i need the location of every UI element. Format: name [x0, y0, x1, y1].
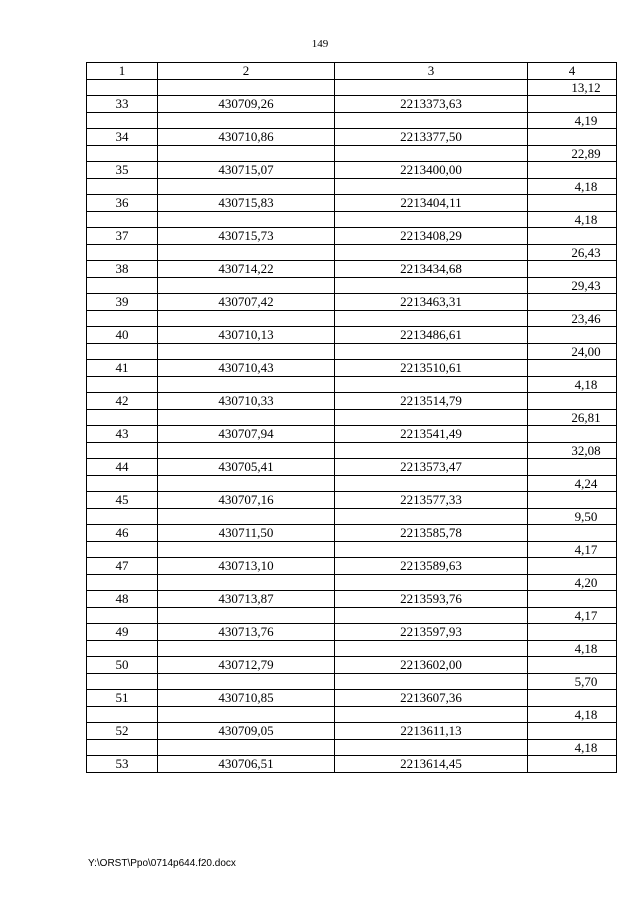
empty-cell — [158, 343, 335, 360]
x-coordinate-cell: 430710,33 — [158, 393, 335, 410]
empty-cell — [335, 79, 528, 96]
table-row — [87, 162, 617, 179]
empty-cell — [158, 277, 335, 294]
x-coordinate-cell: 430712,79 — [158, 657, 335, 674]
empty-cell — [335, 178, 528, 195]
distance-row — [87, 244, 617, 261]
empty-cell — [528, 558, 617, 575]
distance-cell: 4,19 — [528, 112, 617, 129]
header-cell: 1 — [87, 63, 158, 80]
point-number-cell: 46 — [87, 525, 158, 542]
x-coordinate-cell: 430713,87 — [158, 591, 335, 608]
distance-cell: 23,46 — [528, 310, 617, 327]
empty-cell — [87, 508, 158, 525]
distance-row — [87, 343, 617, 360]
empty-cell — [87, 739, 158, 756]
empty-cell — [158, 475, 335, 492]
point-number-cell: 35 — [87, 162, 158, 179]
empty-cell — [528, 327, 617, 344]
empty-cell — [158, 508, 335, 525]
distance-row — [87, 574, 617, 591]
x-coordinate-cell: 430709,26 — [158, 96, 335, 113]
distance-row — [87, 739, 617, 756]
empty-cell — [158, 178, 335, 195]
empty-cell — [528, 195, 617, 212]
distance-cell: 22,89 — [528, 145, 617, 162]
distance-cell: 9,50 — [528, 508, 617, 525]
empty-cell — [528, 624, 617, 641]
distance-cell: 4,24 — [528, 475, 617, 492]
table-row — [87, 393, 617, 410]
distance-row — [87, 475, 617, 492]
header-cell: 3 — [335, 63, 528, 80]
y-coordinate-cell: 2213463,31 — [335, 294, 528, 311]
distance-cell: 13,12 — [528, 79, 617, 96]
point-number-cell: 48 — [87, 591, 158, 608]
empty-cell — [528, 426, 617, 443]
point-number-cell: 37 — [87, 228, 158, 245]
table-row — [87, 195, 617, 212]
distance-cell: 4,17 — [528, 607, 617, 624]
y-coordinate-cell: 2213593,76 — [335, 591, 528, 608]
empty-cell — [158, 145, 335, 162]
distance-cell: 29,43 — [528, 277, 617, 294]
empty-cell — [158, 112, 335, 129]
empty-cell — [528, 129, 617, 146]
table-row — [87, 591, 617, 608]
table-header-row — [87, 63, 617, 80]
empty-cell — [158, 607, 335, 624]
x-coordinate-cell: 430710,85 — [158, 690, 335, 707]
table-row — [87, 624, 617, 641]
empty-cell — [335, 508, 528, 525]
point-number-cell: 52 — [87, 723, 158, 740]
file-path-footer: Y:\ORST\Ppo\0714p644.f20.docx — [88, 858, 236, 869]
distance-cell: 4,18 — [528, 739, 617, 756]
distance-cell: 24,00 — [528, 343, 617, 360]
y-coordinate-cell: 2213486,61 — [335, 327, 528, 344]
y-coordinate-cell: 2213510,61 — [335, 360, 528, 377]
empty-cell — [87, 376, 158, 393]
x-coordinate-cell: 430715,83 — [158, 195, 335, 212]
empty-cell — [158, 409, 335, 426]
distance-cell: 4,17 — [528, 541, 617, 558]
empty-cell — [335, 706, 528, 723]
distance-row — [87, 79, 617, 96]
y-coordinate-cell: 2213400,00 — [335, 162, 528, 179]
empty-cell — [158, 376, 335, 393]
empty-cell — [87, 607, 158, 624]
y-coordinate-cell: 2213602,00 — [335, 657, 528, 674]
point-number-cell: 33 — [87, 96, 158, 113]
distance-row — [87, 442, 617, 459]
empty-cell — [335, 541, 528, 558]
distance-row — [87, 673, 617, 690]
x-coordinate-cell: 430713,10 — [158, 558, 335, 575]
point-number-cell: 41 — [87, 360, 158, 377]
empty-cell — [528, 690, 617, 707]
y-coordinate-cell: 2213597,93 — [335, 624, 528, 641]
distance-row — [87, 112, 617, 129]
distance-row — [87, 310, 617, 327]
empty-cell — [87, 409, 158, 426]
empty-cell — [87, 442, 158, 459]
empty-cell — [528, 459, 617, 476]
point-number-cell: 49 — [87, 624, 158, 641]
empty-cell — [528, 228, 617, 245]
empty-cell — [158, 442, 335, 459]
x-coordinate-cell: 430707,16 — [158, 492, 335, 509]
empty-cell — [335, 607, 528, 624]
point-number-cell: 38 — [87, 261, 158, 278]
empty-cell — [528, 723, 617, 740]
table-row — [87, 327, 617, 344]
point-number-cell: 34 — [87, 129, 158, 146]
point-number-cell: 39 — [87, 294, 158, 311]
empty-cell — [87, 211, 158, 228]
point-number-cell: 45 — [87, 492, 158, 509]
empty-cell — [335, 442, 528, 459]
table-row — [87, 690, 617, 707]
table-row — [87, 723, 617, 740]
empty-cell — [335, 376, 528, 393]
distance-row — [87, 376, 617, 393]
y-coordinate-cell: 2213607,36 — [335, 690, 528, 707]
empty-cell — [87, 541, 158, 558]
x-coordinate-cell: 430705,41 — [158, 459, 335, 476]
distance-row — [87, 409, 617, 426]
distance-row — [87, 706, 617, 723]
point-number-cell: 53 — [87, 756, 158, 773]
point-number-cell: 43 — [87, 426, 158, 443]
y-coordinate-cell: 2213377,50 — [335, 129, 528, 146]
empty-cell — [158, 244, 335, 261]
table-row — [87, 129, 617, 146]
distance-row — [87, 277, 617, 294]
distance-row — [87, 145, 617, 162]
empty-cell — [87, 310, 158, 327]
coordinates-table — [86, 62, 617, 773]
distance-cell: 4,18 — [528, 706, 617, 723]
table-row — [87, 525, 617, 542]
point-number-cell: 44 — [87, 459, 158, 476]
empty-cell — [528, 294, 617, 311]
table-row — [87, 459, 617, 476]
empty-cell — [528, 657, 617, 674]
empty-cell — [335, 310, 528, 327]
empty-cell — [87, 79, 158, 96]
empty-cell — [335, 343, 528, 360]
empty-cell — [87, 244, 158, 261]
y-coordinate-cell: 2213577,33 — [335, 492, 528, 509]
empty-cell — [528, 261, 617, 278]
point-number-cell: 42 — [87, 393, 158, 410]
point-number-cell: 50 — [87, 657, 158, 674]
distance-cell: 26,43 — [528, 244, 617, 261]
x-coordinate-cell: 430711,50 — [158, 525, 335, 542]
empty-cell — [335, 409, 528, 426]
table-row — [87, 492, 617, 509]
y-coordinate-cell: 2213589,63 — [335, 558, 528, 575]
table-row — [87, 360, 617, 377]
x-coordinate-cell: 430710,13 — [158, 327, 335, 344]
y-coordinate-cell: 2213541,49 — [335, 426, 528, 443]
table-row — [87, 294, 617, 311]
empty-cell — [335, 574, 528, 591]
empty-cell — [158, 79, 335, 96]
x-coordinate-cell: 430710,43 — [158, 360, 335, 377]
y-coordinate-cell: 2213573,47 — [335, 459, 528, 476]
x-coordinate-cell: 430707,42 — [158, 294, 335, 311]
y-coordinate-cell: 2213408,29 — [335, 228, 528, 245]
empty-cell — [87, 178, 158, 195]
y-coordinate-cell: 2213404,11 — [335, 195, 528, 212]
distance-cell: 26,81 — [528, 409, 617, 426]
empty-cell — [158, 706, 335, 723]
point-number-cell: 51 — [87, 690, 158, 707]
empty-cell — [528, 393, 617, 410]
table-row — [87, 756, 617, 773]
y-coordinate-cell: 2213373,63 — [335, 96, 528, 113]
distance-cell: 4,18 — [528, 640, 617, 657]
empty-cell — [528, 756, 617, 773]
empty-cell — [335, 475, 528, 492]
empty-cell — [87, 673, 158, 690]
empty-cell — [335, 145, 528, 162]
point-number-cell: 47 — [87, 558, 158, 575]
x-coordinate-cell: 430714,22 — [158, 261, 335, 278]
distance-cell: 4,18 — [528, 211, 617, 228]
empty-cell — [528, 162, 617, 179]
empty-cell — [158, 640, 335, 657]
empty-cell — [87, 277, 158, 294]
empty-cell — [87, 640, 158, 657]
empty-cell — [158, 211, 335, 228]
distance-row — [87, 178, 617, 195]
page-number: 149 — [311, 38, 329, 50]
empty-cell — [158, 739, 335, 756]
x-coordinate-cell: 430709,05 — [158, 723, 335, 740]
table-row — [87, 96, 617, 113]
distance-row — [87, 211, 617, 228]
empty-cell — [158, 541, 335, 558]
header-cell: 4 — [528, 63, 617, 80]
empty-cell — [335, 640, 528, 657]
distance-row — [87, 508, 617, 525]
table-row — [87, 228, 617, 245]
empty-cell — [335, 673, 528, 690]
empty-cell — [87, 145, 158, 162]
x-coordinate-cell: 430710,86 — [158, 129, 335, 146]
table-row — [87, 657, 617, 674]
header-cell: 2 — [158, 63, 335, 80]
x-coordinate-cell: 430706,51 — [158, 756, 335, 773]
table-row — [87, 558, 617, 575]
y-coordinate-cell: 2213611,13 — [335, 723, 528, 740]
empty-cell — [87, 574, 158, 591]
empty-cell — [335, 739, 528, 756]
y-coordinate-cell: 2213514,79 — [335, 393, 528, 410]
empty-cell — [335, 244, 528, 261]
distance-cell: 4,18 — [528, 178, 617, 195]
distance-cell: 32,08 — [528, 442, 617, 459]
empty-cell — [87, 706, 158, 723]
empty-cell — [87, 112, 158, 129]
distance-row — [87, 607, 617, 624]
empty-cell — [87, 343, 158, 360]
point-number-cell: 40 — [87, 327, 158, 344]
empty-cell — [528, 492, 617, 509]
x-coordinate-cell: 430713,76 — [158, 624, 335, 641]
table-row — [87, 261, 617, 278]
distance-row — [87, 541, 617, 558]
empty-cell — [87, 475, 158, 492]
x-coordinate-cell: 430715,07 — [158, 162, 335, 179]
empty-cell — [528, 96, 617, 113]
y-coordinate-cell: 2213434,68 — [335, 261, 528, 278]
empty-cell — [158, 574, 335, 591]
distance-cell: 5,70 — [528, 673, 617, 690]
empty-cell — [335, 112, 528, 129]
distance-row — [87, 640, 617, 657]
distance-cell: 4,18 — [528, 376, 617, 393]
empty-cell — [335, 211, 528, 228]
empty-cell — [528, 591, 617, 608]
x-coordinate-cell: 430707,94 — [158, 426, 335, 443]
y-coordinate-cell: 2213585,78 — [335, 525, 528, 542]
empty-cell — [528, 525, 617, 542]
table-row — [87, 426, 617, 443]
point-number-cell: 36 — [87, 195, 158, 212]
empty-cell — [335, 277, 528, 294]
x-coordinate-cell: 430715,73 — [158, 228, 335, 245]
empty-cell — [158, 310, 335, 327]
empty-cell — [528, 360, 617, 377]
distance-cell: 4,20 — [528, 574, 617, 591]
y-coordinate-cell: 2213614,45 — [335, 756, 528, 773]
empty-cell — [158, 673, 335, 690]
